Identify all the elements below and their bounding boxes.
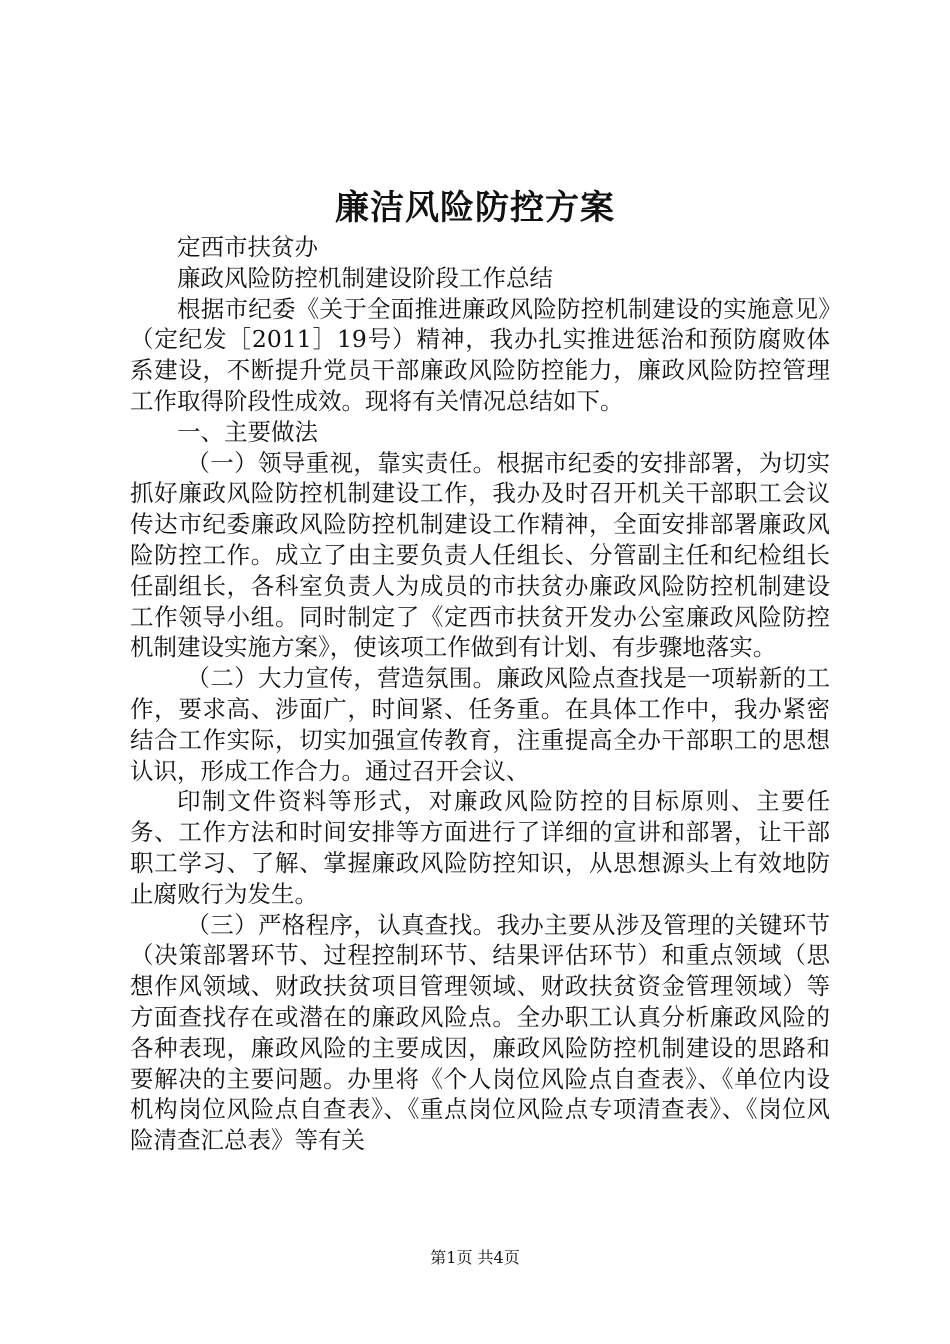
paragraph-intro: 根据市纪委《关于全面推进廉政风险防控机制建设的实施意见》（定纪发［2011］19号）精神，我办扎实推进惩治和预防腐败体系建设，不断提升党员干部廉政风险防控能力，廉政风险防控管理工作取得阶段性成效。现将有关情况总结如下。 [130,294,830,415]
paragraph-item-3: （三）严格程序，认真查找。我办主要从涉及管理的关键环节（决策部署环节、过程控制环节、结果评估环节）和重点领域（思想作风领域、财政扶贫项目管理领域、财政扶贫资金管理领域）等方面查找存在或潜在的廉政风险点。全办职工认真分析廉政风险的各种表现，廉政风险的主要成因，廉政风险防控机制建设的思路和要解决的主要问题。办里将《个人岗位风险点自查表》、《单位内设机构岗位风险点自查表》、《重点岗位风险点专项清查表》、《岗位风险清查汇总表》等有关 [130,910,830,1155]
document-title: 廉洁风险防控方案 [335,188,615,228]
page-footer: 第1页 共4页 [430,1248,520,1267]
paragraph-subtitle: 廉政风险防控机制建设阶段工作总结 [177,263,553,292]
document-body [130,232,830,1156]
paragraph-issuer: 定西市扶贫办 [177,233,318,261]
paragraph-item-2: （二）大力宣传，营造氛围。廉政风险点查找是一项崭新的工作，要求高、涉面广，时间紧、任务重。在具体工作中，我办紧密结合工作实际，切实加强宣传教育，注重提高全办干部职工的思想认识，形成工作合力。通过召开会议、 [130,664,830,785]
paragraph-item-1: （一）领导重视，靠实责任。根据市纪委的安排部署，为切实抓好廉政风险防控机制建设工作，我办及时召开机关干部职工会议传达市纪委廉政风险防控机制建设工作精神，全面安排部署廉政风险防控工作。成立了由主要负责人任组长、分管副主任和纪检组长任副组长，各科室负责人为成员的市扶贫办廉政风险防控机制建设工作领导小组。同时制定了《定西市扶贫开发办公室廉政风险防控机制建设实施方案》，使该项工作做到有计划、有步骤地落实。 [130,448,830,662]
section-heading-main-practices: 一、主要做法 [177,417,318,446]
paragraph-item-2-continued: 印制文件资料等形式，对廉政风险防控的目标原则、主要任务、工作方法和时间安排等方面进行了详细的宣讲和部署，让干部职工学习、了解、掌握廉政风险防控知识，从思想源头上有效地防止腐败行为发生。 [130,787,830,908]
